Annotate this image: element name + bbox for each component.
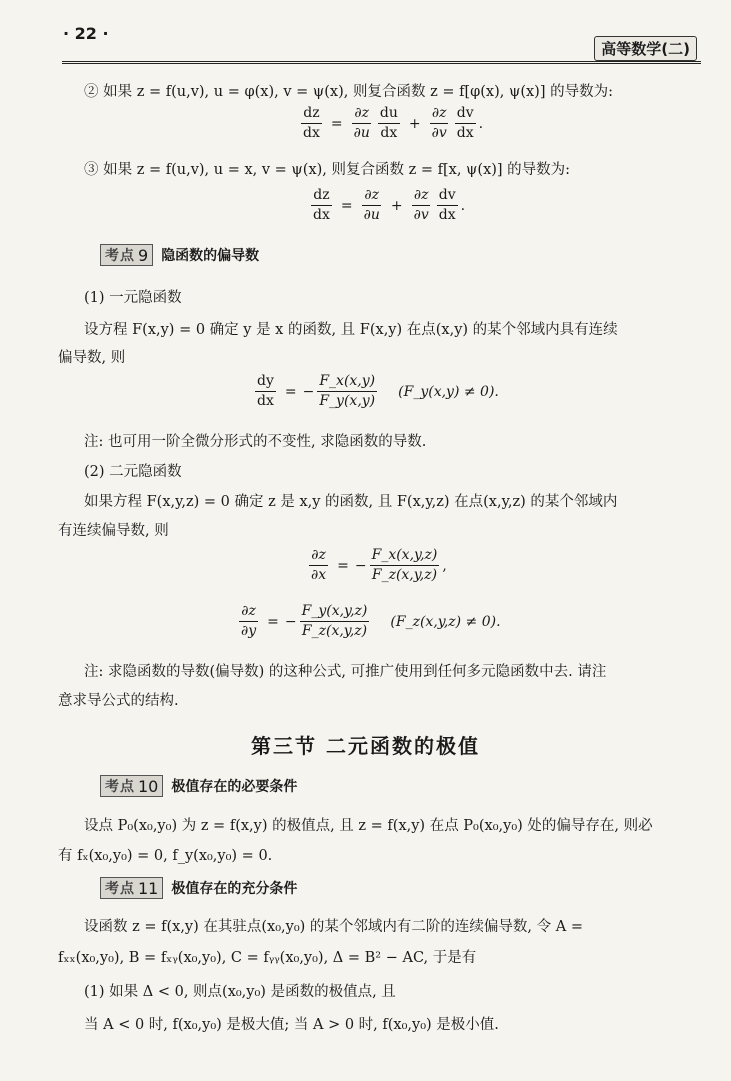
fraction: $\frac{\partial z}{\partial u}$ (363, 187, 380, 224)
fraction: $\frac{F\_x(x,y,z)}{F\_z(x,y,z)}$ (371, 547, 438, 584)
fraction: $\frac{du}{dx}$ (379, 105, 398, 142)
fraction: $\frac{dy}{dx}$ (257, 373, 274, 410)
formula-implicit-2: $\frac{\partial z}{\partial x}$ = − $\frac{F\_x(x,y,z)}{F\_z(x,y,z)}$ , (311, 547, 447, 584)
fraction: $\frac{\partial z}{\partial v}$ (431, 105, 447, 142)
paragraph-line: 偏导数, 则 (58, 350, 126, 366)
item3-text: ③ 如果 z = f(u,v), u = x, v = ψ(x), 则复合函数 z = f[x, ψ(x)] 的导数为: (84, 162, 571, 178)
paragraph-line: 如果方程 F(x,y,z) = 0 确定 z 是 x,y 的函数, 且 F(x,y,z) 在点(x,y,z) 的某个邻域内 (84, 494, 618, 510)
fraction: $\frac{\partial z}{\partial u}$ (353, 105, 370, 142)
kaodian-badge: 考点 10 (100, 775, 163, 797)
paragraph-line: 设函数 z = f(x,y) 在其驻点(x₀,y₀) 的某个邻域内有二阶的连续偏导数, 令 A = (84, 919, 583, 935)
paragraph-line: 设点 P₀(x₀,y₀) 为 z = f(x,y) 的极值点, 且 z = f(x,y) 在点 P₀(x₀,y₀) 处的偏导存在, 则必 (84, 818, 653, 834)
item2-formula: $\frac{dz}{dx}$ = $\frac{\partial z}{\partial u}$ $\frac{du}{dx}$ + $\frac{\partial z}{\partial v}$ $\frac{dv}{dx}$ . (303, 105, 484, 142)
fraction: $\frac{\partial z}{\partial y}$ (241, 603, 257, 640)
condition: (F_z(x,y,z) ≠ 0). (390, 613, 501, 630)
fraction: $\frac{dz}{dx}$ (313, 187, 330, 224)
fraction: $\frac{dv}{dx}$ (456, 105, 474, 142)
paragraph-line: 设方程 F(x,y) = 0 确定 y 是 x 的函数, 且 F(x,y) 在点(x,y) 的某个邻域内具有连续 (84, 322, 618, 338)
kaodian-title: 极值存在的必要条件 (171, 779, 298, 795)
header-rule (62, 61, 701, 64)
formula-implicit-1: $\frac{dy}{dx}$ = − $\frac{F\_x(x,y)}{F\_y(x,y)}$ (F_y(x,y) ≠ 0). (257, 373, 499, 410)
paragraph-line: fₓₓ(x₀,y₀), B = fₓᵧ(x₀,y₀), C = fᵧᵧ(x₀,y₀), Δ = B² − AC, 于是有 (58, 950, 477, 966)
kaodian-badge: 考点 11 (100, 877, 163, 899)
kaodian-title: 隐函数的偏导数 (161, 248, 260, 264)
paragraph-line: 有 fₓ(x₀,y₀) = 0, f_y(x₀,y₀) = 0. (58, 848, 273, 864)
kaodian-title: 极值存在的充分条件 (171, 881, 298, 897)
section-title: 第三节 二元函数的极值 (251, 734, 480, 758)
subheading-2: (2) 二元隐函数 (84, 464, 182, 480)
subheading-1: (1) 一元隐函数 (84, 290, 182, 306)
fraction: $\frac{\partial z}{\partial v}$ (413, 187, 429, 224)
condition: (F_y(x,y) ≠ 0). (398, 383, 499, 400)
formula-implicit-3: $\frac{\partial z}{\partial y}$ = − $\frac{F\_y(x,y,z)}{F\_z(x,y,z)}$ (F_z(x,y,z) ≠ 0). (241, 603, 501, 640)
paragraph-line: 当 A < 0 时, f(x₀,y₀) 是极大值; 当 A > 0 时, f(x₀,y₀) 是极小值. (84, 1017, 499, 1033)
fraction: $\frac{dv}{dx}$ (438, 187, 456, 224)
fraction: $\frac{F\_x(x,y)}{F\_y(x,y)}$ (319, 373, 376, 410)
fraction: $\frac{dz}{dx}$ (303, 105, 320, 142)
kaodian-badge: 考点 9 (100, 244, 153, 266)
fraction: $\frac{\partial z}{\partial x}$ (311, 547, 327, 584)
note-line: 注: 求隐函数的导数(偏导数) 的这种公式, 可推广使用到任何多元隐函数中去. 请注 (84, 664, 607, 680)
item3-formula: $\frac{dz}{dx}$ = $\frac{\partial z}{\partial u}$ + $\frac{\partial z}{\partial v}$ $\frac{dv}{dx}$ . (313, 187, 466, 224)
item2-text: ② 如果 z = f(u,v), u = φ(x), v = ψ(x), 则复合函数 z = f[φ(x), ψ(x)] 的导数为: (84, 84, 613, 100)
kaodian-9-heading (100, 244, 259, 266)
kaodian-10-heading (100, 775, 297, 797)
page-number: · 22 · (63, 24, 109, 43)
fraction: $\frac{F\_y(x,y,z)}{F\_z(x,y,z)}$ (301, 603, 368, 640)
book-title: 高等数学(二) (594, 36, 697, 61)
note-line: 注: 也可用一阶全微分形式的不变性, 求隐函数的导数. (84, 434, 427, 450)
paragraph-line: (1) 如果 Δ < 0, 则点(x₀,y₀) 是函数的极值点, 且 (84, 984, 396, 1000)
note-line: 意求导公式的结构. (58, 693, 179, 709)
kaodian-11-heading (100, 877, 297, 899)
paragraph-line: 有连续偏导数, 则 (58, 523, 169, 539)
